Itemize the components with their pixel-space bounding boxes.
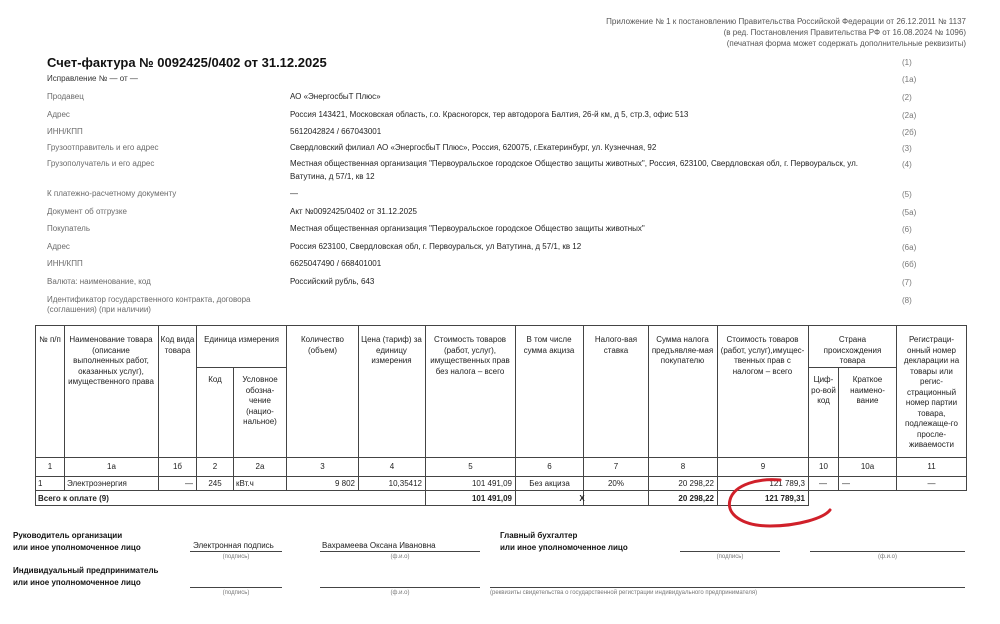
regulation-line-1: Приложение № 1 к постановлению Правительства Российской Федерации от 26.12.2011 № 1137 bbox=[606, 17, 966, 26]
head-sign-caption: (подпись) bbox=[222, 554, 250, 560]
col-header-country-name: Краткое наимено-вание bbox=[850, 375, 885, 405]
contract-id-label: Идентификатор государственного контракта, договора (соглашения) (при наличии) bbox=[47, 295, 251, 314]
accountant-label-2: или иное уполномоченное лицо bbox=[500, 543, 628, 552]
accountant-sign-caption: (подпись) bbox=[716, 554, 744, 560]
buyer-inn-label: ИНН/КПП bbox=[47, 259, 83, 268]
seller-label: Продавец bbox=[47, 92, 84, 101]
buyer-code: (6) bbox=[902, 225, 912, 234]
currency-label: Валюта: наименование, код bbox=[47, 277, 151, 286]
col-header-country: Страна происхождения товара bbox=[823, 335, 882, 365]
shipment-doc-code: (5а) bbox=[902, 208, 917, 217]
col-header-rate: Налого-вая ставка bbox=[594, 335, 638, 355]
col-header-price: Цена (тариф) за единицу измерения bbox=[361, 335, 422, 365]
seller-value: АО «ЭнергосбыТ Плюс» bbox=[290, 92, 381, 101]
shipper-label: Грузоотправитель и его адрес bbox=[47, 143, 159, 152]
buyer-address-label: Адрес bbox=[47, 242, 70, 251]
seller-address-label: Адрес bbox=[47, 110, 70, 119]
buyer-address-value: Россия 623100, Свердловская обл, г. Первоуральск, ул Ватутина, д 57/1, кв 12 bbox=[290, 242, 582, 251]
red-annotation-icon bbox=[720, 470, 840, 540]
total-excise: Х bbox=[579, 494, 585, 503]
col-number: 8 bbox=[680, 462, 686, 471]
ip-label-1: Индивидуальный предприниматель bbox=[13, 566, 159, 575]
accountant-fio-caption: (ф.и.о) bbox=[878, 554, 897, 560]
correction-line: Исправление № — от — bbox=[47, 74, 138, 83]
col-number: 3 bbox=[320, 462, 325, 471]
currency-code: (7) bbox=[902, 278, 912, 287]
row-cost-with-tax: 121 789,3 bbox=[769, 479, 805, 488]
seller-inn-code: (2б) bbox=[902, 128, 917, 137]
buyer-label: Покупатель bbox=[47, 224, 90, 233]
col-header-unit-name: Условное обозна-чение (нацио-нальное) bbox=[242, 375, 278, 426]
seller-code: (2) bbox=[902, 93, 912, 102]
payment-doc-code: (5) bbox=[902, 190, 912, 199]
ip-registration-caption: (реквизиты свидетельства о государственной регистрации индивидуального предпринимателя) bbox=[490, 590, 758, 596]
col-number: 10а bbox=[860, 462, 875, 471]
col-number: 10 bbox=[819, 462, 828, 471]
consignee-value: Местная общественная организация "Первоуральское городское Общество защиты животных", Россия, 623100, Свердловская обл, г. Первоуральск, ул. Ватутина, д 57/1, кв 12 bbox=[290, 159, 858, 181]
col-number: 1 bbox=[47, 462, 53, 471]
row-country-code: — bbox=[819, 479, 827, 488]
seller-inn-label: ИНН/КПП bbox=[47, 127, 83, 136]
regulation-line-3: (печатная форма может содержать дополнительные реквизиты) bbox=[726, 39, 966, 48]
row-cost-no-tax: 101 491,09 bbox=[471, 479, 512, 488]
head-name-value: Вахрамеева Оксана Ивановна bbox=[322, 541, 436, 550]
ip-label-2: или иное уполномоченное лицо bbox=[13, 578, 141, 587]
row-reg-num: — bbox=[927, 479, 936, 488]
col-header-kind-code: Код вида товара bbox=[160, 335, 195, 355]
row-name: Электроэнергия bbox=[67, 479, 127, 488]
col-number: 1а bbox=[107, 462, 116, 471]
head-label-1: Руководитель организации bbox=[13, 531, 123, 540]
head-label-2: или иное уполномоченное лицо bbox=[13, 543, 141, 552]
payment-doc-label: К платежно-расчетному документу bbox=[47, 189, 177, 198]
row-unit-name: кВт.ч bbox=[236, 479, 254, 488]
row-qty: 9 802 bbox=[334, 479, 355, 488]
head-fio-caption: (ф.и.о) bbox=[390, 554, 410, 560]
contract-id-code: (8) bbox=[902, 296, 912, 305]
col-number: 6 bbox=[547, 462, 552, 471]
col-number: 2а bbox=[255, 462, 265, 471]
regulation-line-2: (в ред. Постановления Правительства РФ от 16.08.2024 № 1096) bbox=[723, 28, 966, 37]
col-header-reg-num: Регистраци-онный номер декларации на товары или регис-страционный номер партии товара, подлежаще-го просле-живаемости bbox=[903, 335, 960, 449]
col-header-excise: В том числе сумма акциза bbox=[523, 335, 575, 355]
col-number: 5 bbox=[468, 462, 473, 471]
col-header-name: Наименование товара (описание выполненных работ, оказанных услуг), имущественного права bbox=[68, 335, 154, 386]
shipper-code: (3) bbox=[902, 144, 912, 153]
ip-sign-caption: (подпись) bbox=[222, 590, 250, 596]
seller-address-value: Россия 143421, Московская область, г.о. Красногорск, тер автодорога Балтия, 26-й км, д 5, стр.3, офис 513 bbox=[290, 110, 689, 119]
invoice-title-code: (1) bbox=[902, 58, 912, 67]
row-rate: 20% bbox=[607, 479, 624, 488]
col-header-unit-code: Код bbox=[208, 375, 222, 384]
total-label: Всего к оплате (9) bbox=[38, 494, 109, 503]
col-header-cost-with-tax: Стоимость товаров (работ, услуг),имущес-твенных прав с налогом – всего bbox=[720, 335, 805, 376]
shipment-doc-label: Документ об отгрузке bbox=[47, 207, 127, 216]
col-number: 7 bbox=[613, 462, 619, 471]
buyer-value: Местная общественная организация "Первоуральское городское Общество защиты животных" bbox=[290, 224, 645, 233]
row-price: 10,35412 bbox=[388, 479, 422, 488]
col-header-qty: Количество (объем) bbox=[301, 335, 344, 355]
buyer-inn-code: (6б) bbox=[902, 260, 917, 269]
head-signature-value: Электронная подпись bbox=[193, 541, 274, 550]
row-excise: Без акциза bbox=[529, 479, 570, 488]
seller-address-code: (2а) bbox=[902, 111, 917, 120]
row-kind-code: — bbox=[185, 479, 193, 488]
regulation-header bbox=[606, 16, 966, 49]
col-header-tax-sum: Сумма налога предъявляе-мая покупателю bbox=[651, 335, 714, 365]
currency-value: Российский рубль, 643 bbox=[290, 277, 375, 286]
col-number: 1б bbox=[172, 462, 183, 471]
shipper-value: Свердловский филиал АО «ЭнергосбыТ Плюс», Россия, 620075, г.Екатеринбург, ул. Кузнечная, 92 bbox=[290, 143, 657, 152]
seller-inn-value: 5612042824 / 667043001 bbox=[290, 127, 382, 136]
col-header-cost-no-tax: Стоимость товаров (работ, услуг), имущественных прав без налога – всего bbox=[430, 335, 510, 376]
row-unit-code: 245 bbox=[208, 479, 222, 488]
col-number: 4 bbox=[389, 462, 395, 471]
col-number: 9 bbox=[760, 462, 766, 471]
consignee-label: Грузополучатель и его адрес bbox=[47, 159, 155, 168]
buyer-inn-value: 6625047490 / 668401001 bbox=[290, 259, 382, 268]
shipment-doc-value: Акт №0092425/0402 от 31.12.2025 bbox=[290, 207, 417, 216]
col-header-unit: Единица измерения bbox=[204, 335, 279, 344]
consignee-code: (4) bbox=[902, 160, 912, 169]
invoice-title: Счет-фактура № 0092425/0402 от 31.12.2025 bbox=[47, 55, 327, 70]
col-number: 2 bbox=[212, 462, 218, 471]
row-tax-sum: 20 298,22 bbox=[678, 479, 714, 488]
total-cost-no-tax: 101 491,09 bbox=[471, 494, 512, 503]
total-cost-with-tax: 121 789,31 bbox=[764, 494, 805, 503]
correction-code: (1а) bbox=[902, 75, 917, 84]
col-header-country-code: Циф-ро-вой код bbox=[811, 375, 836, 405]
col-number: 11 bbox=[927, 462, 936, 471]
payment-doc-value: — bbox=[290, 189, 298, 198]
col-header-num: № п/п bbox=[39, 335, 61, 344]
ip-fio-caption: (ф.и.о) bbox=[390, 590, 410, 596]
buyer-address-code: (6а) bbox=[902, 243, 917, 252]
row-num: 1 bbox=[38, 479, 43, 488]
row-country-name: — bbox=[842, 479, 850, 488]
accountant-label-1: Главный бухгалтер bbox=[500, 531, 578, 540]
total-tax-sum: 20 298,22 bbox=[678, 494, 714, 503]
